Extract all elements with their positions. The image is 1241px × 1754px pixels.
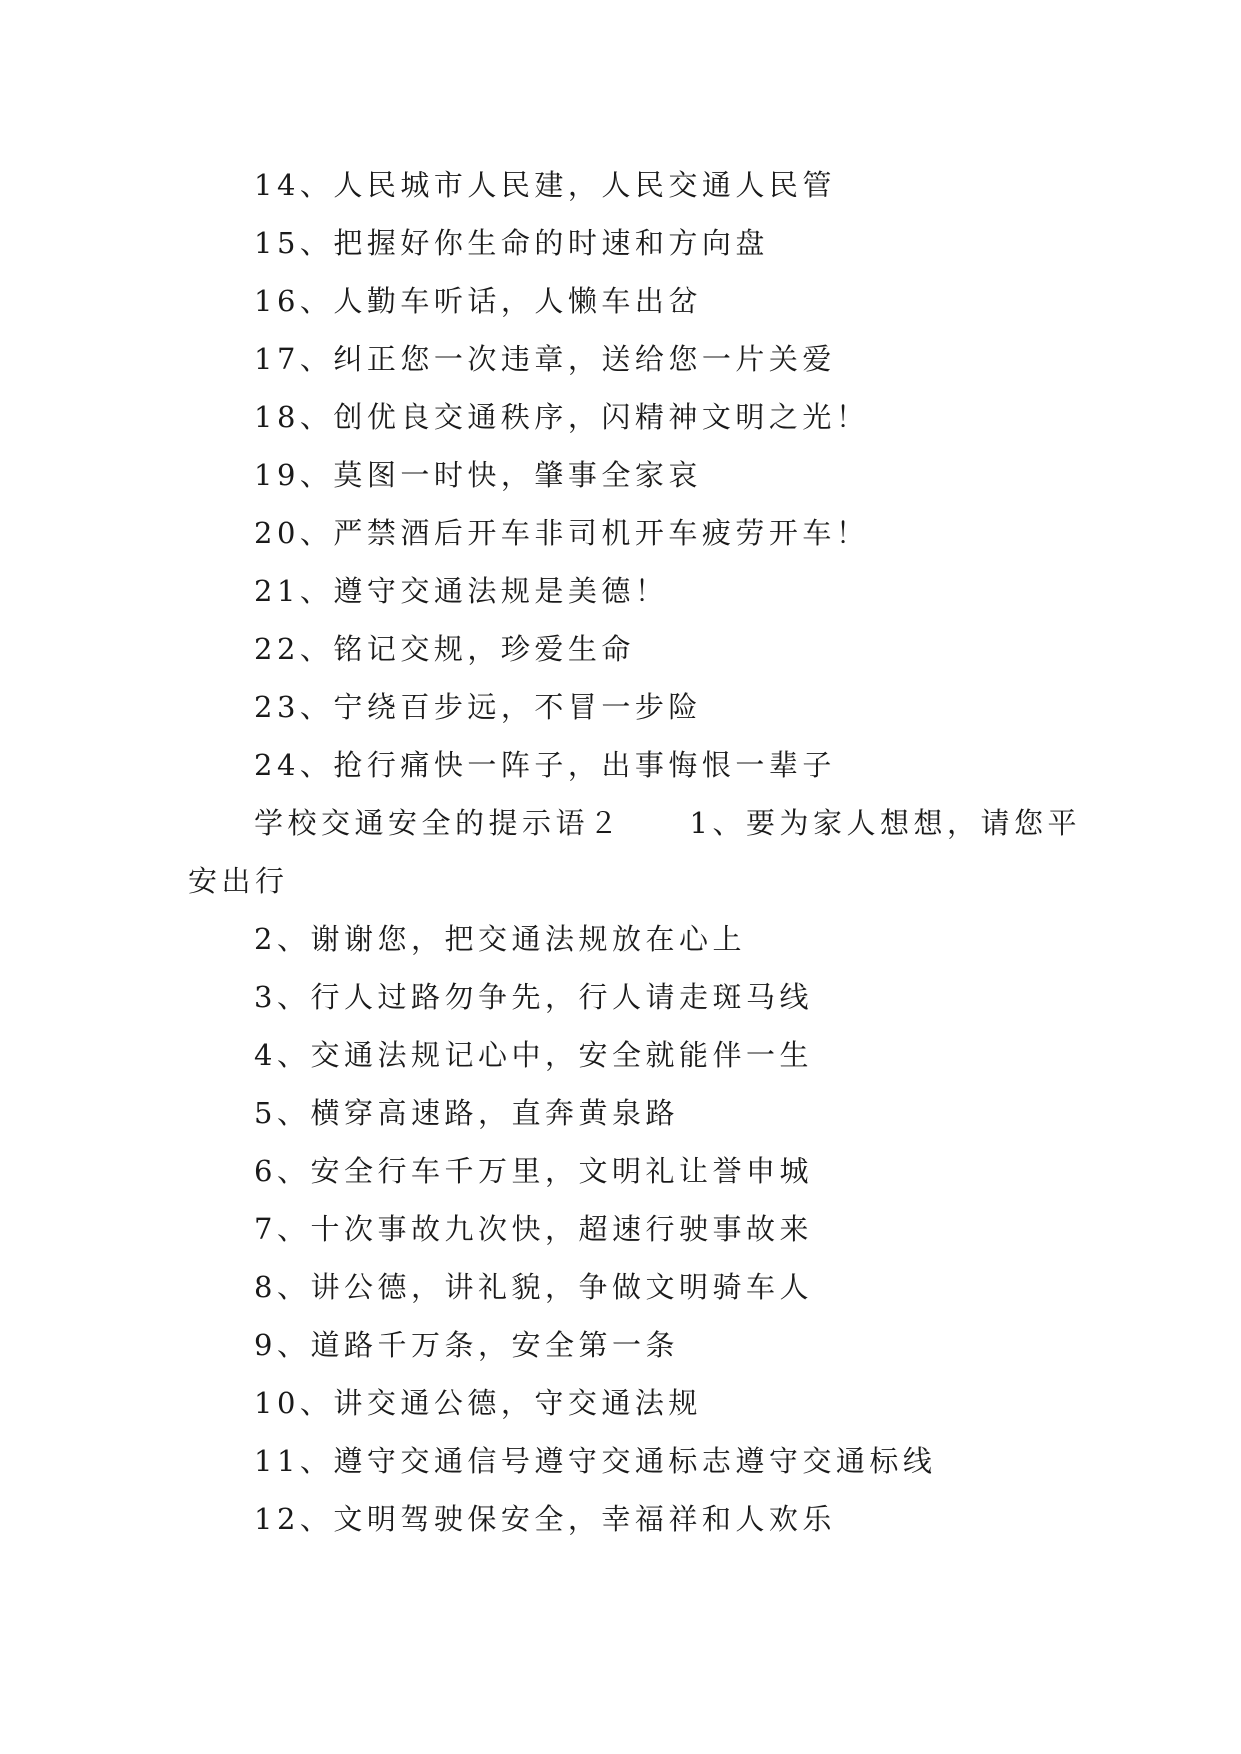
slogan-14: 14、人民城市人民建，人民交通人民管	[254, 168, 836, 202]
slogan-20: 20、严禁酒后开车非司机开车疲劳开车！	[254, 516, 870, 550]
slogan-4: 4、交通法规记心中，安全就能伴一生	[254, 1038, 813, 1072]
slogan-10: 10、讲交通公德，守交通法规	[254, 1386, 702, 1420]
slogan-12: 12、文明驾驶保安全，幸福祥和人欢乐	[254, 1502, 836, 1536]
slogan-11: 11、遵守交通信号遵守交通标志遵守交通标线	[254, 1444, 937, 1478]
slogan-17: 17、纠正您一次违章，送给您一片关爱	[254, 342, 836, 376]
slogan-3: 3、行人过路勿争先，行人请走斑马线	[254, 980, 813, 1014]
slogan-23: 23、宁绕百步远，不冒一步险	[254, 690, 702, 724]
slogan-19: 19、莫图一时快，肇事全家哀	[254, 458, 702, 492]
slogan-16: 16、人勤车听话，人懒车出岔	[254, 284, 702, 318]
section-heading-continued: 安出行	[188, 864, 289, 898]
slogan-24: 24、抢行痛快一阵子，出事悔恨一辈子	[254, 748, 836, 782]
slogan-6: 6、安全行车千万里，文明礼让誉申城	[254, 1154, 813, 1188]
slogan-5: 5、横穿高速路，直奔黄泉路	[254, 1096, 679, 1130]
slogan-2: 2、谢谢您，把交通法规放在心上	[254, 922, 746, 956]
slogan-18: 18、创优良交通秩序，闪精神文明之光！	[254, 400, 870, 434]
slogan-15: 15、把握好你生命的时速和方向盘	[254, 226, 769, 260]
section-heading: 学校交通安全的提示语２ 1、要为家人想想，请您平	[254, 806, 1081, 840]
slogan-7: 7、十次事故九次快，超速行驶事故来	[254, 1212, 813, 1246]
slogan-22: 22、铭记交规，珍爱生命	[254, 632, 635, 666]
slogan-8: 8、讲公德，讲礼貌，争做文明骑车人	[254, 1270, 813, 1304]
slogan-9: 9、道路千万条，安全第一条	[254, 1328, 679, 1362]
slogan-21: 21、遵守交通法规是美德！	[254, 574, 669, 608]
